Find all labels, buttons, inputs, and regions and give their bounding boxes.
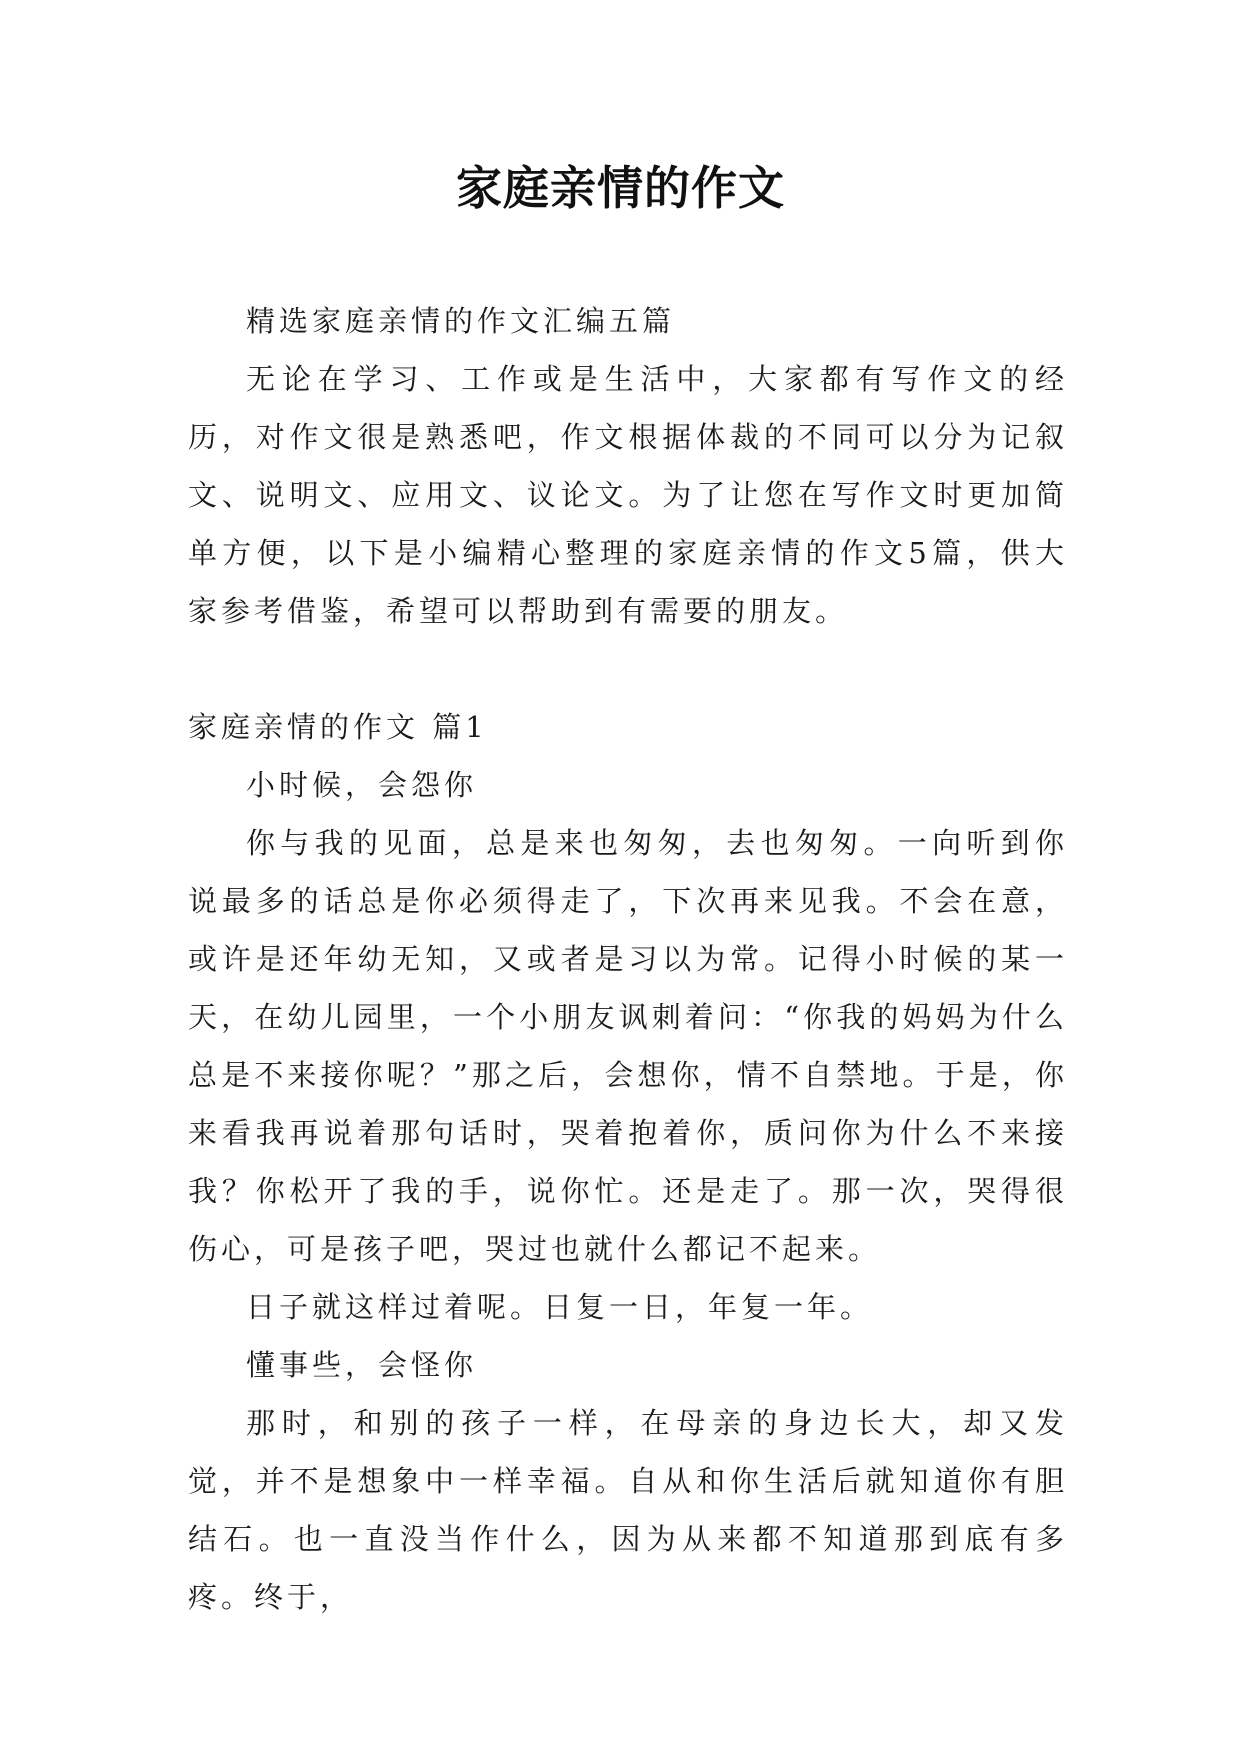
document-subtitle: 精选家庭亲情的作文汇编五篇 xyxy=(246,304,676,338)
intro-paragraph: 无论在学习、工作或是生活中，大家都有写作文的经历，对作文很是熟悉吧，作文根据体裁的不同可以分为记叙文、说明文、应用文、议论文。为了让您在写作文时更加简单方便，以下是小编精心整理的家庭亲情的作文5篇，供大家参考借鉴，希望可以帮助到有需要的朋友。 xyxy=(188,362,1068,628)
document-body xyxy=(188,292,1068,1626)
paragraph: 日子就这样过着呢。日复一日，年复一年。 xyxy=(246,1290,874,1324)
document-title: 家庭亲情的作文 xyxy=(456,161,785,215)
paragraph: 那时，和别的孩子一样，在母亲的身边长大，却又发觉，并不是想象中一样幸福。自从和你生活后就知道你有胆结石。也一直没当作什么，因为从来都不知道那到底有多疼。终于， xyxy=(188,1406,1068,1614)
section-heading: 家庭亲情的作文 篇1 xyxy=(188,710,488,744)
paragraph: 你与我的见面，总是来也匆匆，去也匆匆。一向听到你说最多的话总是你必须得走了，下次再来见我。不会在意，或许是还年幼无知，又或者是习以为常。记得小时候的某一天，在幼儿园里，一个小朋友讽刺着问：“你我的妈妈为什么总是不来接你呢？”那之后，会想你，情不自禁地。于是，你来看我再说着那句话时，哭着抱着你，质问你为什么不来接我？你松开了我的手，说你忙。还是走了。那一次，哭得很伤心，可是孩子吧，哭过也就什么都记不起来。 xyxy=(188,826,1068,1266)
paragraph: 懂事些，会怪你 xyxy=(246,1348,478,1382)
paragraph: 小时候，会怨你 xyxy=(246,768,478,802)
section-spacer xyxy=(188,640,1068,698)
